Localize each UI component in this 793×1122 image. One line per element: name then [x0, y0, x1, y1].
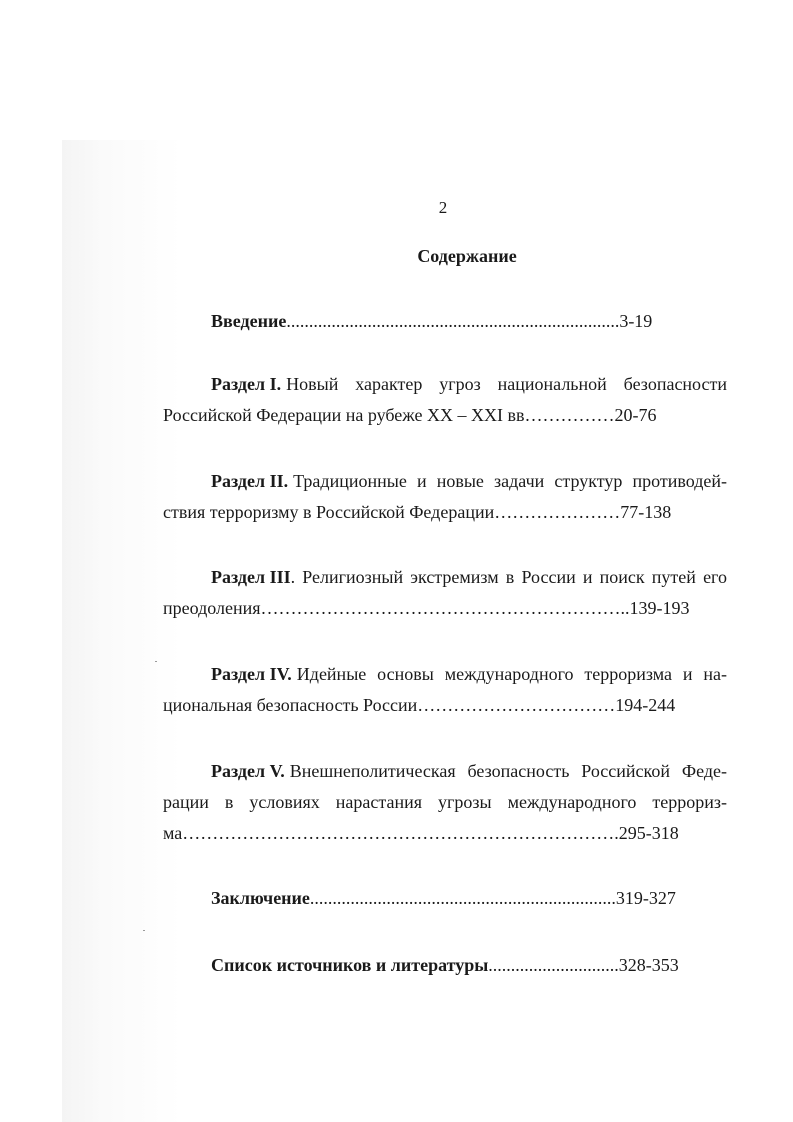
- toc-entry-label: Раздел II.: [211, 471, 289, 491]
- toc-entry-label: Заключение: [211, 888, 310, 908]
- toc-entry-label: Раздел V.: [211, 761, 285, 781]
- leader-dots: ....................................................................: [309, 888, 616, 908]
- toc-entry-label: Список источников и литературы: [211, 955, 489, 975]
- leader-dots: ……………: [524, 405, 615, 425]
- scan-speck: [155, 661, 157, 662]
- toc-line: [163, 690, 727, 721]
- toc-entry-section-4: [163, 659, 727, 721]
- toc-entry-text: рации в условиях нарастания угрозы международного террориз-: [163, 792, 727, 812]
- page-range: 139-193: [629, 598, 690, 618]
- page-range: 319-327: [615, 888, 676, 908]
- page-title: Содержание: [417, 246, 517, 266]
- leader-dots: .............................: [488, 955, 619, 975]
- toc-entry-section-2: [163, 466, 727, 528]
- toc-line: [163, 787, 727, 818]
- toc-line: [163, 756, 727, 787]
- toc-entry-label: Раздел I.: [211, 374, 282, 394]
- toc-line: [163, 466, 727, 497]
- toc-entry-label: Введение: [211, 311, 287, 331]
- toc-line: [163, 659, 727, 690]
- toc-entry-text: . Религиозный экстремизм в России и поиск путей его: [290, 567, 727, 587]
- toc-entry-text: Новый характер угроз национальной безопасности: [286, 374, 727, 394]
- toc-line: [163, 400, 727, 431]
- leader-dots: ……………………………………………………..: [260, 598, 630, 618]
- toc-entry-text: Традиционные и новые задачи структур противодей-: [293, 471, 727, 491]
- leader-dots: …………………: [494, 502, 621, 522]
- page-range: 194-244: [615, 695, 676, 715]
- page-range: 295-318: [618, 823, 679, 843]
- toc-entry-text: циональная безопасность России: [163, 695, 418, 715]
- toc-line: [163, 818, 727, 849]
- toc-entry-section-3: [163, 562, 727, 624]
- leader-dots: ……………………………………………………………….: [182, 823, 619, 843]
- toc-entry-section-1: [163, 369, 727, 431]
- toc-entry-text: Идейные основы международного терроризма и на-: [296, 664, 727, 684]
- page-number: 2: [438, 198, 448, 217]
- toc-entry-text: преодоления: [163, 598, 261, 618]
- toc-entry-text: ма: [163, 823, 183, 843]
- toc-line: [163, 950, 727, 981]
- toc-line: [163, 497, 727, 528]
- toc-entry-text: ствия терроризму в Российской Федерации: [163, 502, 495, 522]
- toc-entry-introduction: [163, 306, 727, 337]
- toc-line: [163, 306, 727, 337]
- toc-line: [163, 369, 727, 400]
- toc-entry-label: Раздел III: [211, 567, 291, 587]
- toc-entry-conclusion: [163, 883, 727, 914]
- page-range: 328-353: [618, 955, 679, 975]
- page-range: 77-138: [620, 502, 672, 522]
- toc-entry-bibliography: [163, 950, 727, 981]
- toc-entry-section-5: [163, 756, 727, 849]
- toc-line: [163, 883, 727, 914]
- page-range: 20-76: [614, 405, 657, 425]
- page-range: 3-19: [619, 311, 653, 331]
- leader-dots: ..........................................................................: [286, 311, 620, 331]
- toc-line: [163, 593, 727, 624]
- toc-line: [163, 562, 727, 593]
- leader-dots: ……………………………: [417, 695, 616, 715]
- scan-speck: [143, 930, 145, 931]
- toc-entry-text: Внешнеполитическая безопасность Российской Феде-: [289, 761, 727, 781]
- toc-entry-text: Российской Федерации на рубеже XX – XXI вв: [163, 405, 525, 425]
- toc-entry-label: Раздел IV.: [211, 664, 292, 684]
